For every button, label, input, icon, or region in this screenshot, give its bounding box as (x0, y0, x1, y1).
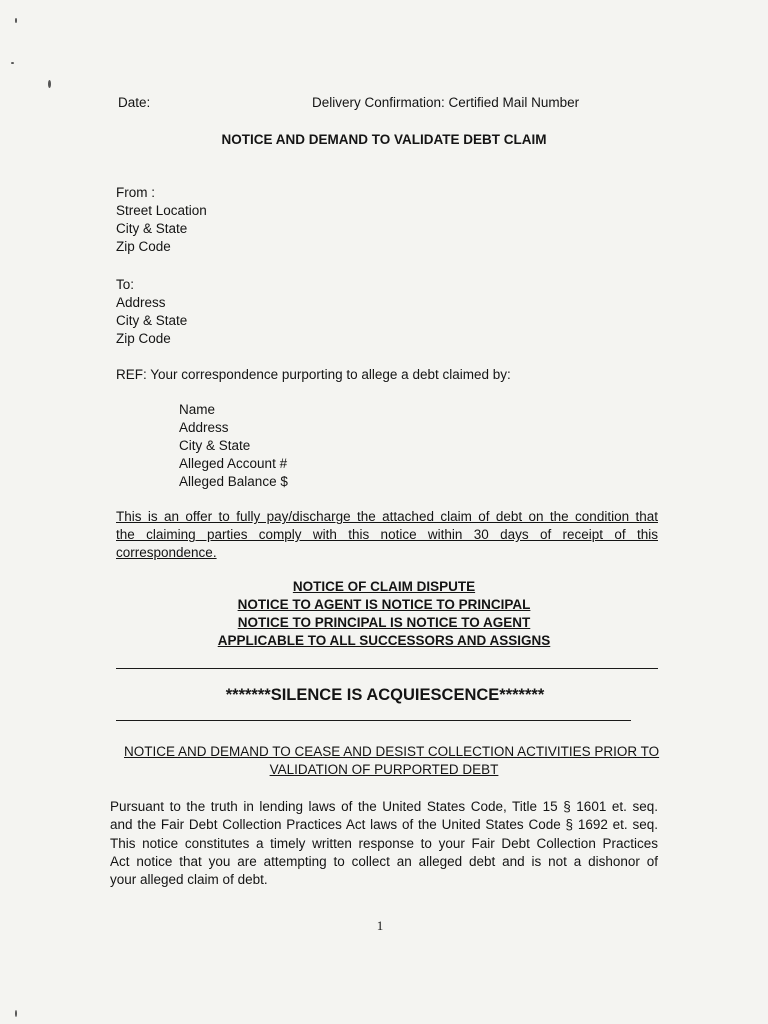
body-line: and the Fair Debt Collection Practices Act laws of the United States Code § 1692 et. seq. (110, 817, 658, 833)
date-label: Date: (118, 95, 151, 110)
ref-city-state: City & State (179, 438, 251, 453)
notice-successors: APPLICABLE TO ALL SUCCESSORS AND ASSIGNS (217, 633, 551, 648)
ref-account: Alleged Account # (179, 456, 288, 471)
body-paragraph (110, 798, 658, 889)
silence-heading: *******SILENCE IS ACQUIESCENCE******* (225, 686, 545, 704)
page-title: NOTICE AND DEMAND TO VALIDATE DEBT CLAIM (221, 132, 547, 147)
body-line: Act notice that you are attempting to collect an alleged debt and is not a dishonor of (110, 853, 658, 869)
ref-name: Name (179, 402, 216, 417)
to-label: To: (116, 277, 135, 292)
body-line: Pursuant to the truth in lending laws of the United States Code, Title 15 § 1601 et. seq. (110, 799, 658, 814)
notice-agent-principal: NOTICE TO AGENT IS NOTICE TO PRINCIPAL (237, 597, 531, 612)
scan-speck (48, 80, 51, 88)
divider-top (116, 668, 658, 669)
from-zip: Zip Code (116, 239, 171, 254)
from-label: From : (116, 185, 155, 200)
notice-block (184, 578, 584, 650)
scan-speck (15, 1010, 17, 1017)
offer-line: This is an offer to fully pay/discharge the attached claim of debt on the condition that (116, 509, 658, 524)
to-zip: Zip Code (116, 331, 171, 346)
delivery-confirmation: Delivery Confirmation: Certified Mail Number (312, 95, 580, 110)
ref-block (179, 401, 288, 491)
ref-line: REF: Your correspondence purporting to allege a debt claimed by: (116, 367, 511, 382)
scan-speck (15, 18, 17, 23)
body-line: This notice constitutes a timely written response to your Fair Debt Collection Practices (110, 835, 658, 851)
body-line: your alleged claim of debt. (110, 872, 268, 888)
cease-line: NOTICE AND DEMAND TO CEASE AND DESIST COLLECTION ACTIVITIES PRIOR TO (124, 744, 660, 759)
ref-balance: Alleged Balance $ (179, 474, 288, 489)
cease-heading (124, 743, 660, 779)
from-street: Street Location (116, 203, 207, 218)
offer-paragraph (116, 508, 658, 562)
cease-line: VALIDATION OF PURPORTED DEBT (269, 762, 499, 777)
to-city-state: City & State (116, 313, 188, 328)
page-number: 1 (376, 918, 384, 933)
to-block (116, 276, 187, 348)
notice-claim-dispute: NOTICE OF CLAIM DISPUTE (292, 579, 476, 594)
divider-bottom (116, 720, 631, 721)
ref-address: Address (179, 420, 229, 435)
offer-line: the claiming parties comply with this notice within 30 days of receipt of this (116, 527, 658, 542)
from-city-state: City & State (116, 221, 188, 236)
offer-line: correspondence. (116, 545, 217, 560)
to-address: Address (116, 295, 166, 310)
notice-principal-agent: NOTICE TO PRINCIPAL IS NOTICE TO AGENT (237, 615, 531, 630)
scan-speck (11, 62, 14, 64)
from-block (116, 184, 207, 256)
